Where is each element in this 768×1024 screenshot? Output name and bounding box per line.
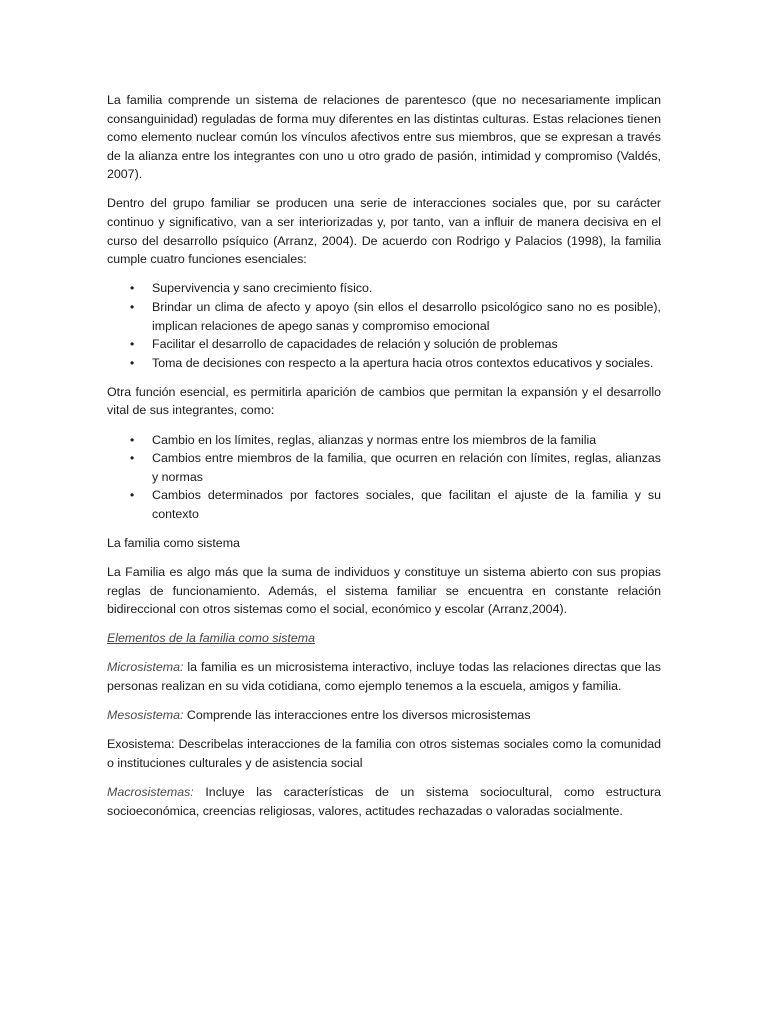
list-item: • Toma de decisiones con respecto a la apertura hacia otros contextos educativos y sociales. <box>107 354 661 373</box>
bullet-icon: • <box>130 432 135 447</box>
changes-list <box>107 431 661 524</box>
list-item: • Cambio en los límites, reglas, alianzas y normas entre los miembros de la familia <box>107 431 661 450</box>
definition-text: Exosistema: Describelas interacciones de la familia con otros sistemas sociales como la comunidad o instituciones culturales y de asistencia social <box>107 737 661 770</box>
section-heading: La familia como sistema <box>107 535 240 550</box>
paragraph-family-definition: La familia comprende un sistema de relaciones de parentesco (que no necesariamente implican consanguinidad) reguladas de forma muy diferentes en las distintas culturas. Estas relaciones tienen como elemento nuclear común los vínculos afectivos entre sus miembros, que se expresan a través de la alianza entre los integrantes con uno u otro grado de pasión, intimidad y compromiso (Valdés, 2007). <box>107 93 661 182</box>
elements-subheading: Elementos de la familia como sistema <box>107 631 315 646</box>
list-item: • Cambios determinados por factores sociales, que facilitan el ajuste de la familia y su contexto <box>130 488 661 521</box>
term-label: Macrosistemas: <box>107 784 194 799</box>
functions-list <box>107 279 661 372</box>
definition-text: Comprende las interacciones entre los diversos microsistemas <box>183 708 531 723</box>
term-label: Microsistema: <box>107 660 184 675</box>
term-label: Mesosistema: <box>107 708 184 723</box>
list-item: • Supervivencia y sano crecimiento físico. <box>107 279 661 298</box>
bullet-icon: • <box>130 299 135 314</box>
definition-text: Incluye las características de un sistema sociocultural, como estructura socioeconómica, creencias religiosas, valores, actitudes rechazadas o valoradas socialmente. <box>107 784 661 818</box>
bullet-icon: • <box>130 337 135 352</box>
list-item: • Cambios entre miembros de la familia, que ocurren en relación con límites, reglas, alianzas y normas <box>130 451 661 484</box>
definition-microsistema <box>107 658 661 695</box>
paragraph-changes: Otra función esencial, es permitirla aparición de cambios que permitan la expansión y el desarrollo vital de sus integrantes, como: <box>107 384 661 418</box>
bullet-icon: • <box>130 488 135 503</box>
list-item: • Facilitar el desarrollo de capacidades de relación y solución de problemas <box>107 335 661 354</box>
definition-macrosistemas <box>107 783 661 820</box>
definition-mesosistema <box>107 706 661 725</box>
bullet-icon: • <box>130 281 135 296</box>
list-item: • Brindar un clima de afecto y apoyo (sin ellos el desarrollo psicológico sano no es posible), implican relaciones de apego sanas y compromiso emocional <box>130 299 661 333</box>
bullet-icon: • <box>130 451 135 466</box>
definition-text: la familia es un microsistema interactivo, incluye todas las relaciones directas que las personas realizan en su vida cotidiana, como ejemplo tenemos a la escuela, amigos y familia. <box>107 660 661 694</box>
paragraph-family-interactions: Dentro del grupo familiar se producen una serie de interacciones sociales que, por su carácter continuo y significativo, van a ser interiorizadas y, por tanto, van a influir de manera decisiva en el curso del desarrollo psíquico (Arranz, 2004). De acuerdo con Rodrigo y Palacios (1998), la familia cumple cuatro funciones esenciales: <box>107 196 661 267</box>
paragraph-system: La Familia es algo más que la suma de individuos y constituye un sistema abierto con sus propias reglas de funcionamiento. Además, el sistema familiar se encuentra en constante relación bidireccional con otros sistemas como el social, económico y escolar (Arranz,2004). <box>107 565 661 617</box>
bullet-icon: • <box>130 355 135 370</box>
document-page <box>107 91 661 831</box>
definition-exosistema <box>107 735 661 772</box>
